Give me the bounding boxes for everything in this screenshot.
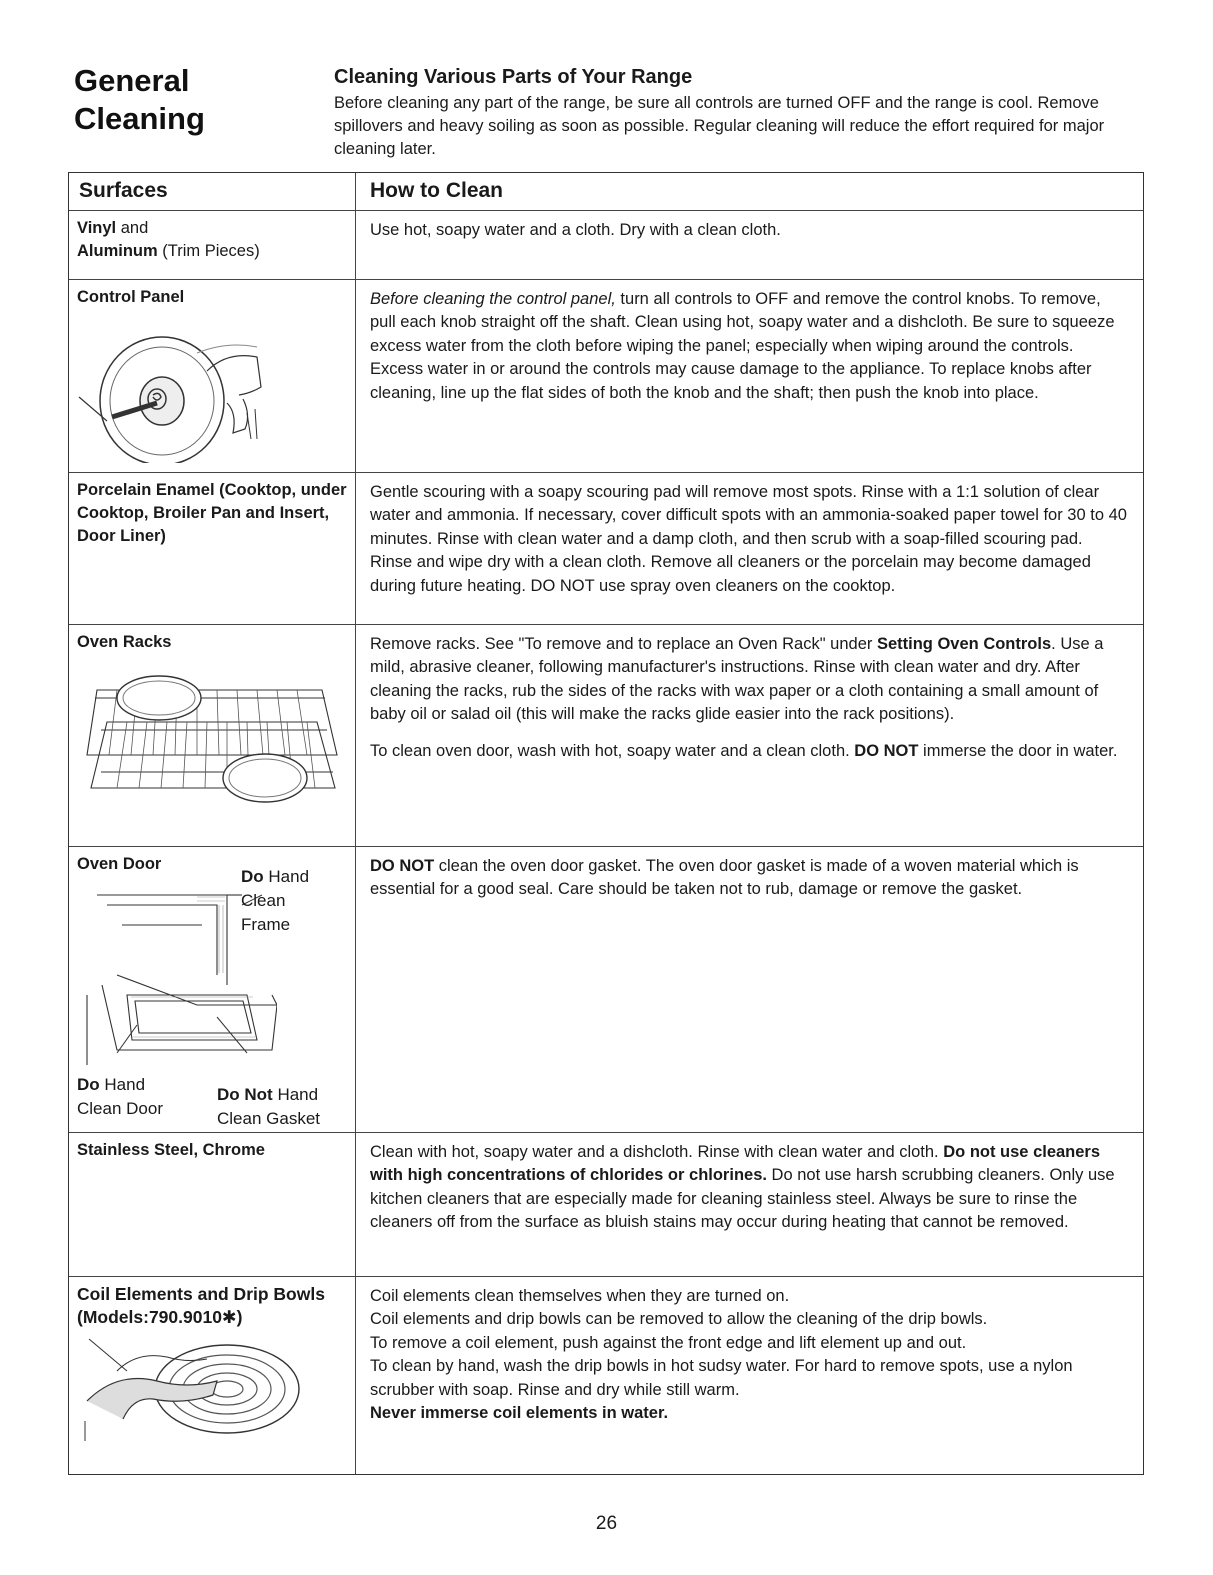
section-title: General Cleaning: [74, 63, 205, 136]
label-gasket-bold: Do Not: [217, 1085, 273, 1104]
page-number: 26: [595, 1513, 618, 1534]
how-coil-line4: To clean by hand, wash the drip bowls in hot sudsy water. For hard to remove spots, use a nylon scrubber with soap. Rinse and dry while still warm.: [370, 1357, 1073, 1399]
intro-text: Before cleaning any part of the range, be sure all controls are turned OFF and the range is cool. Remove spillovers and heavy soiling as soon as possible. Regular cleaning will reduce the effort required for major cleaning later.: [334, 94, 1105, 158]
surface-oven-door: [69, 847, 356, 1132]
how-oven-door-text: clean the oven door gasket. The oven door gasket is made of a woven material which is essential for a good seal. Care should be taken not to rub, damage or remove the gasket.: [370, 857, 1079, 899]
table-row-vinyl: [69, 210, 1143, 279]
table-row-coil: [69, 1276, 1143, 1474]
table-row-oven-door: [69, 846, 1143, 1132]
label-frame-bold: Do: [241, 867, 264, 886]
how-coil-line5: Never immerse coil elements in water.: [370, 1404, 669, 1423]
how-control-panel-italic: Before cleaning the control panel,: [370, 290, 616, 308]
surface-oven-door-label: Oven Door: [77, 855, 162, 873]
how-stainless-bold: Do not use cleaners with high concentrations of chlorides or chlorines.: [370, 1143, 1101, 1185]
how-stainless-text-a: Clean with hot, soapy water and a dishcloth. Rinse with clean water and cloth.: [370, 1143, 944, 1161]
surface-oven-racks-label: Oven Racks: [77, 633, 172, 651]
oven-racks-illustration: [77, 660, 347, 820]
how-oven-door-bold: DO NOT: [370, 857, 435, 875]
how-coil-line1: Coil elements clean themselves when they are turned on.: [370, 1287, 790, 1305]
surface-aluminum-bold: Aluminum: [77, 242, 158, 260]
how-stainless-text-b: Do not use harsh scrubbing cleaners. Only use kitchen cleaners that are especially made for cleaning stainless steel. Always be sure to rinse the cleaners off from the surface as bluish stains may occur during heating that cannot be removed.: [370, 1166, 1115, 1232]
table-header: [69, 173, 1143, 210]
label-gasket-text: Hand Clean Gasket: [217, 1085, 320, 1128]
table-row-oven-racks: [69, 624, 1143, 846]
surface-coil-label: Coil Elements and Drip Bowls (Models:790.9010✱): [77, 1284, 325, 1327]
label-door-bold: Do: [77, 1075, 100, 1094]
surface-vinyl-text: and: [116, 219, 149, 237]
surface-vinyl-bold: Vinyl: [77, 219, 117, 237]
intro-heading: Cleaning Various Parts of Your Range: [334, 66, 693, 88]
label-hand-clean-door: [77, 1073, 163, 1121]
label-do-not-clean-gasket: [217, 1083, 320, 1131]
how-oven-door: [356, 847, 1143, 1132]
surface-control-panel-label: Control Panel: [77, 288, 185, 306]
how-porcelain: Gentle scouring with a soapy scouring pad will remove most spots. Rinse with a 1:1 solution of clear water and ammonia. If necessary, cover difficult spots with an ammonia-soaked paper towel for 30 to 40 minutes. Rinse with clean water and a damp cloth, and then scrub with a soap-filled scouring pad. Rinse and wipe dry with a clean cloth. Remove all cleaners or the porcelain may become damaged during future heating. DO NOT use spray oven cleaners on the cooktop.: [370, 483, 1127, 595]
how-oven-racks: [356, 625, 1143, 846]
how-coil: [356, 1277, 1143, 1474]
how-oven-racks-bold1: Setting Oven Controls: [876, 635, 1052, 653]
intro: [334, 64, 1144, 161]
surface-stainless: Stainless Steel, Chrome: [69, 1133, 356, 1276]
surface-oven-racks: [69, 625, 356, 846]
cleaning-table: [68, 172, 1144, 1475]
how-oven-racks-para2: [370, 740, 1129, 763]
how-control-panel-text: turn all controls to OFF and remove the control knobs. To remove, pull each knob straight off the shaft. Clean using hot, soapy water and a dishcloth. Be sure to squeeze excess water from the cloth before wiping the panel; especially when wiping around the controls. Excess water in or around the controls may cause damage to the appliance. To replace knobs after cleaning, line up the flat sides of both the knob and the shaft; then push the knob into place.: [370, 290, 1115, 402]
surfaces-header: Surfaces: [69, 173, 356, 210]
how-coil-line3: To remove a coil element, push against the front edge and lift element up and out.: [370, 1333, 967, 1352]
table-row-stainless: [69, 1132, 1143, 1276]
how-to-clean-header: How to Clean: [370, 179, 504, 202]
coil-element-illustration: [77, 1331, 307, 1441]
how-coil-line2: Coil elements and drip bowls can be removed to allow the cleaning of the drip bowls.: [370, 1310, 988, 1329]
how-oven-racks-para1: [370, 633, 1129, 727]
how-oven-racks-text2a: To clean oven door, wash with hot, soapy water and a clean cloth.: [370, 741, 855, 760]
how-oven-racks-text1a: Remove racks. See "To remove and to replace an Oven Rack" under: [370, 635, 877, 653]
label-door-text: Hand Clean Door: [77, 1075, 163, 1118]
how-control-panel: [356, 280, 1143, 472]
surface-vinyl: [69, 211, 356, 279]
surface-aluminum-text: (Trim Pieces): [157, 242, 260, 260]
how-stainless: [356, 1133, 1143, 1276]
label-frame-text: Hand Clean Frame: [241, 867, 310, 934]
surface-porcelain: Porcelain Enamel (Cooktop, under Cooktop, Broiler Pan and Insert, Door Liner): [69, 473, 356, 624]
how-oven-racks-text2b: immerse the door in water.: [918, 741, 1118, 760]
table-row-porcelain: [69, 472, 1143, 624]
table-row-control-panel: [69, 279, 1143, 472]
surface-control-panel: [69, 280, 356, 472]
control-knob-illustration: [77, 313, 277, 463]
label-hand-clean-frame: [241, 865, 309, 937]
how-vinyl: Use hot, soapy water and a cloth. Dry with a clean cloth.: [370, 221, 781, 239]
surface-coil: [69, 1277, 356, 1474]
how-oven-racks-bold2: DO NOT: [854, 741, 919, 760]
how-oven-racks-text1b: . Use a mild, abrasive cleaner, following manufacturer's instructions. Rinse with clean water and dry. After cleaning the racks, rub the sides of the racks with wax paper or a cloth containing a small amount of baby oil or salad oil (this will make the racks glide easier into the rack positions).: [370, 635, 1104, 724]
